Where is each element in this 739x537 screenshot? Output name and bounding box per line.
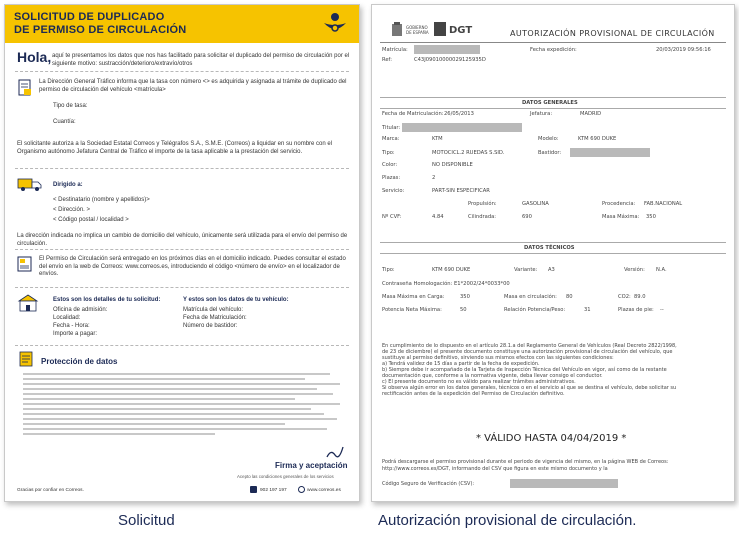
potencia-label: Potencia Neta Máxima: [382,307,442,313]
plazas-value: 2 [432,175,436,181]
propulsion-value: GASOLINA [522,201,549,207]
homologacion-label: Contraseña Homologación: [382,281,453,287]
phone-number: 902 197 197 [260,488,287,493]
titular-redacted [402,123,522,132]
csv-label: Código Seguro de Verificación (CSV): [382,481,475,487]
caption-solicitud: Solicitud [118,512,175,529]
datos-tecnicos-heading: DATOS TÉCNICOS [524,245,575,251]
divider [15,71,349,72]
plazas-label: Plazas: [382,175,401,181]
fecha-hora-label: Fecha - Hora: [53,323,90,329]
caption-autorizacion: Autorización provisional de circulación. [378,512,637,529]
matricula-label: Matrícula del vehículo: [183,307,244,313]
version-label: Versión: [624,267,645,273]
bastidor-label: Bastidor: [538,150,562,156]
bastidor-label: Número de bastidor: [183,323,238,329]
cilindrada-value: 690 [522,214,532,220]
section-rule [380,97,726,98]
section-rule [380,108,726,109]
tipo-tecnico-value: KTM 690 DUKE [432,267,471,273]
intro-text: aquí te presentamos los datos que nos has facilitado para solicitar el duplicado del permiso de circulación por el siguiente motivo: sustracción/deterioro/extravío/otros [52,53,350,67]
masa-maxima-value: 350 [646,214,656,220]
servicio-value: PART-SIN ESPECIFICAR [432,188,490,194]
firma-subtext: Acepto las condiciones generales de los servicios [237,474,334,479]
web-address: www.correos.es [307,488,341,493]
firma-heading: Firma y aceptación [275,461,348,470]
datos-generales-heading: DATOS GENERALES [522,100,578,106]
legal-line: documentación que, conforme a la normativa vigente, deba llevar consigo el conductor. [382,373,603,379]
direccion-note: La dirección indicada no implica un cambio de domicilio del vehículo, únicamente será utilizada para el envío del permiso de circulación. [17,233,348,247]
codigo-postal-line: < Código postal / localidad > [53,217,129,223]
modelo-label: Modelo: [538,136,559,142]
gracias-text: Gracias por confiar en Correos. [17,488,84,493]
tipo-label: Tipo: [382,150,395,156]
legal-line: sustituye al permiso definitivo, sirviendo sus mismos efectos con las siguientes condiciones: [382,355,614,361]
hola-greeting: Hola, [17,49,52,65]
legal-text [382,343,677,397]
header-rule [380,42,726,43]
dgt-logo [434,22,474,36]
marca-label: Marca: [382,136,400,142]
post-office-icon [17,293,39,313]
valido-hasta: * VÁLIDO HASTA 04/04/2019 * [476,433,627,444]
legal-line: de 23 de diciembre) el presente documento constituye una autorización provisional de circulación del vehículo, que [382,349,673,355]
jefatura-label: Jefatura: [530,111,553,117]
procedencia-label: Procedencia: [602,201,636,207]
version-value: N.A. [656,267,667,273]
delivery-truck-icon [17,175,43,193]
solicitud-title-line2: DE PERMISO DE CIRCULACIÓN [14,24,187,36]
solicitud-document [4,4,360,502]
legal-line: Si observa algún error en los datos generales, técnicos o en el servicio al que se destina el vehículo, debe solicitar su [382,385,677,391]
divider [15,249,349,250]
potencia-value: 50 [460,307,467,313]
legal-line: a) Tendrá validez de 15 días a partir de la fecha de expedición. [382,361,540,367]
co2-label: CO2: [618,294,631,300]
phone-icon [250,486,257,493]
tipo-tasa-label: Tipo de tasa: [53,103,88,109]
entrega-text: El Permiso de Circulación será entregado en los próximos días en el domicilio indicado. Puedes consultar el estado del envío en la web de Correos: www.correos.es, introduciendo el código <número de envío> en el localizador de envíos. [39,256,346,278]
divider [15,287,349,288]
titular-label: Titular: [382,125,401,131]
divider [15,345,349,346]
marca-value: KTM [432,136,443,142]
fecha-matriculacion-label: Fecha de Matriculación: [183,315,247,321]
tipo-tecnico-label: Tipo: [382,267,395,273]
correos-horn-logo [321,11,349,37]
propulsion-label: Propulsión: [468,201,497,207]
autorizacion-title: AUTORIZACIÓN PROVISIONAL DE CIRCULACIÓN [510,29,715,38]
relacion-label: Relación Potencia/Peso: [504,307,566,313]
fecha-expedicion-value: 20/03/2019 09:56:16 [656,47,711,53]
signature-pen-icon [325,443,345,461]
section-rule [380,253,726,254]
tipo-value: MOTOCICL.2 RUEDAS S.SID. [432,150,505,156]
cilindrada-label: Cilindrada: [468,214,497,220]
legal-line: En cumplimiento de lo dispuesto en el artículo 28.1.a del Reglamento General de Vehículos (Real Decreto 2822/1998, [382,343,677,349]
cvf-label: Nº CVF: [382,214,402,220]
oficina-label: Oficina de admisión: [53,307,108,313]
modelo-value: KTM 690 DUKE [578,136,617,142]
csv-redacted [510,479,618,488]
legal-line: b) Siempre debe ir acompañado de la Tarjeta de Inspección Técnica del Vehículo en vigor, así como de la restante [382,367,667,373]
ref-label: Ref: [382,57,392,63]
tasa-info-text: La Dirección General Tráfico informa que la tasa con número <> es adquirida y asignada al trámite de duplicado del permiso de circulación del vehículo <matrícula> [39,79,347,93]
section-rule [380,242,726,243]
data-protection-icon [19,351,33,367]
matricula-redacted [414,45,480,54]
homologacion-value: E1*2002/24*0033*00 [454,281,510,287]
coat-of-arms-icon [390,21,404,39]
plazas-pie-label: Plazas de pie: [618,307,654,313]
importe-label: Importe a pagar: [53,331,98,337]
dirigido-label: Dirigido a: [53,182,83,188]
fecha-matriculacion-label: Fecha de Matriculación: [382,111,444,117]
jefatura-value: MADRID [580,111,602,117]
ministerio-logo-text: GOBIERNO DE ESPAÑA [406,25,429,35]
cvf-value: 4.84 [432,214,444,220]
fecha-matriculacion-value: 26/05/2013 [444,111,474,117]
color-value: NO DISPONIBLE [432,162,473,168]
servicio-label: Servicio: [382,188,405,194]
fecha-expedicion-label: Fecha expedición: [530,47,577,53]
masa-circulacion-label: Masa en circulación: [504,294,557,300]
svg-text:DGT: DGT [449,25,473,36]
document-icon [17,79,33,97]
relacion-value: 31 [584,307,591,313]
procedencia-value: FAB.NACIONAL [644,201,683,207]
cuantia-label: Cuantía: [53,119,76,125]
localidad-label: Localidad: [53,315,81,321]
globe-icon [298,486,305,493]
divider [15,168,349,169]
descarga-line2: http://www.correos.es/DGT, informando del CSV que figura en este mismo documento y la [382,466,608,472]
plazas-pie-value: -- [660,307,664,313]
matricula-label: Matrícula: [382,47,408,53]
solicitud-details-heading: Estos son los detalles de tu solicitud: [53,297,161,303]
direccion-line: < Dirección. > [53,207,91,213]
proteccion-legal-text [23,373,343,438]
masa-carga-value: 350 [460,294,470,300]
co2-value: 89.0 [634,294,646,300]
variante-label: Variante: [514,267,538,273]
autorizacion-document [371,4,735,502]
legal-line: c) El presente documento no es válido para realizar trámites administrativos. [382,379,576,385]
bastidor-redacted [570,148,650,157]
masa-circulacion-value: 80 [566,294,573,300]
masa-carga-label: Masa Máxima en Carga: [382,294,445,300]
color-label: Color: [382,162,398,168]
autoriza-text: El solicitante autoriza a la Sociedad Estatal Correos y Telégrafos S.A., S.M.E. (Correos) a liquidar en su nombre con el Organismo autónomo Jefatura Central de Tráfico el importe de la tasa aplicable a la prestación del servicio. [17,141,333,155]
descarga-line1: Podrá descargarse el permiso provisional durante el periodo de vigencia del mismo, en la página WEB de Correos: [382,459,669,465]
masa-maxima-label: Masa Máxima: [602,214,640,220]
ref-value: C43J09010000029125935D [414,57,486,63]
legal-line: rectificación antes de la expedición del Permiso de Circulación definitivo. [382,391,565,397]
destinatario-line: < Destinatario (nombre y apellidos)> [53,197,150,203]
variante-value: A3 [548,267,555,273]
permit-card-icon [17,255,33,273]
proteccion-datos-heading: Protección de datos [41,357,118,366]
solicitud-title-line1: SOLICITUD DE DUPLICADO [14,11,165,23]
vehiculo-details-heading: Y estos son los datos de tu vehículo: [183,297,289,303]
